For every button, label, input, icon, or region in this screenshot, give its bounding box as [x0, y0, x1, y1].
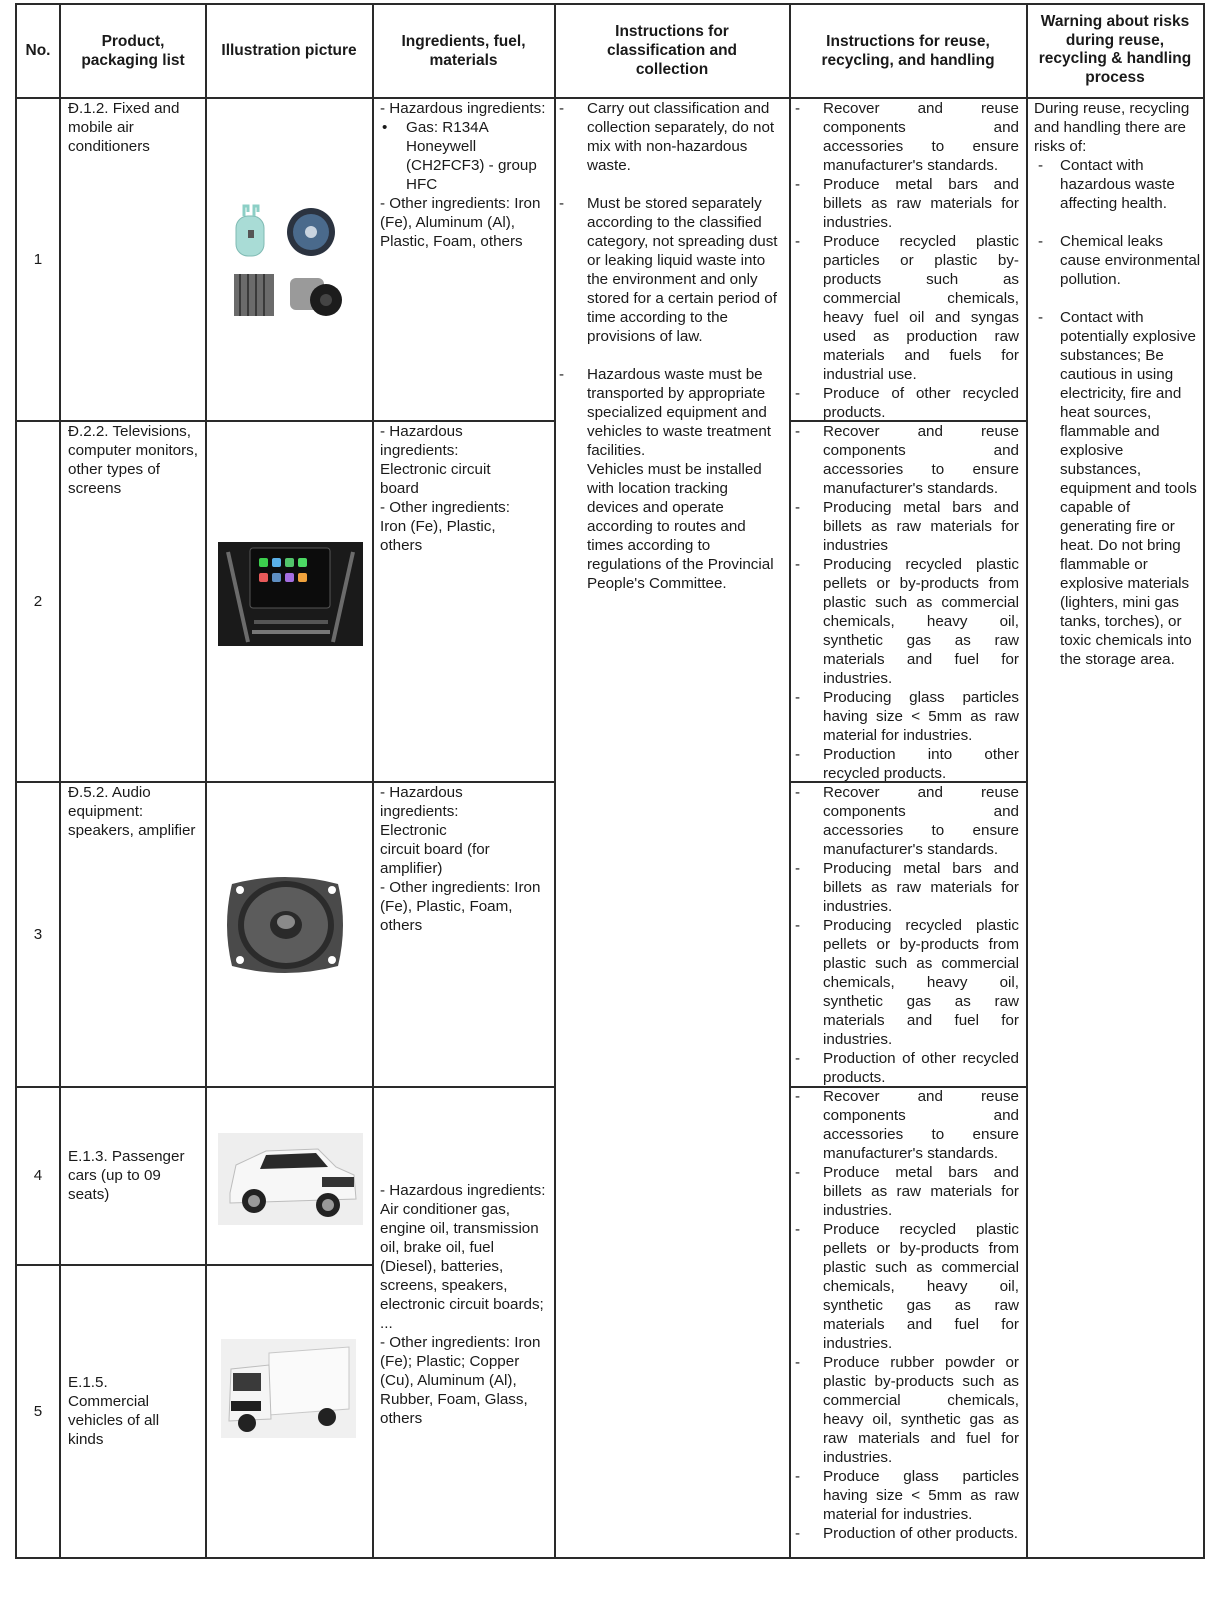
warning-item: - Contact with hazardous waste affecting health.: [1034, 156, 1202, 213]
col-border-2: [205, 3, 207, 1559]
reuse-item: - Produce metal bars and billets as raw materials for industries.: [791, 1163, 1019, 1220]
row-2-ingredients: - Hazardous ingredients: Electronic circuit board - Other ingredients: Iron (Fe), Plastic, others: [380, 423, 510, 554]
reuse-item: - Produce recycled plastic pellets or by-products from plastic such as commercial chemicals, heavy oil, synthetic gas as raw materials and fuel for industries.: [791, 1220, 1019, 1353]
reuse-item: - Produce rubber powder or plastic by-products such as commercial chemicals, heavy oil, synthetic gas as raw materials and fuel for industries.: [791, 1353, 1019, 1467]
ingredient-bullet: • Gas: R134A Honeywell (CH2FCF3) - group HFC: [380, 118, 552, 194]
col-border-7: [1203, 3, 1205, 1559]
box-truck-image: [221, 1339, 356, 1438]
air-conditioner-parts-image: [228, 200, 352, 325]
reuse-item: - Produce of other recycled products.: [791, 384, 1019, 422]
reuse-item: - Producing metal bars and billets as raw materials for industries.: [791, 859, 1019, 916]
speaker-image: [220, 872, 350, 978]
row-3-reuse: [791, 783, 1023, 1087]
header-classification: Instructions for classification and collection: [606, 23, 738, 78]
reuse-item: - Recover and reuse components and accessories to ensure manufacturer's standards.: [791, 99, 1019, 175]
header-no: No.: [25, 42, 51, 59]
vehicles-reuse: [791, 1087, 1023, 1543]
row-2-no: 2: [33, 592, 43, 610]
header-illustration: Illustration picture: [221, 42, 357, 59]
reuse-item: - Produce metal bars and billets as raw materials for industries.: [791, 175, 1019, 232]
row-3-no: 3: [33, 925, 43, 943]
classification-item: - Carry out classification and collection separately, do not mix with non-hazardous waste.: [555, 99, 783, 175]
col-border-6: [1026, 3, 1028, 1559]
reuse-item: - Producing metal bars and billets as raw materials for industries: [791, 498, 1019, 555]
reuse-item: - Produce recycled plastic particles or plastic by-products such as commercial chemicals, heavy fuel oil and syngas used as production raw materials and fuels for industrial use.: [791, 232, 1019, 384]
reuse-item: - Production of other products.: [791, 1524, 1019, 1543]
vehicles-ingredients: - Hazardous ingredients: Air conditioner gas, engine oil, transmission oil, brake oil, fuel (Diesel), batteries, screens, speakers, electronic circuit boards; ... - Other ingredients: Iron (Fe); Plastic; Copper (Cu), Aluminum (Al), Rubber, Foam, Glass, others: [380, 1182, 546, 1427]
reuse-item: - Produce glass particles having size < 5mm as raw material for industries.: [791, 1467, 1019, 1524]
row-4-product: E.1.3. Passenger cars (up to 09 seats): [68, 1148, 185, 1203]
row-1-no: 1: [33, 250, 43, 268]
reuse-item: - Producing recycled plastic pellets or by-products from plastic such as commercial chemicals, heavy oil, synthetic gas as raw materials and fuel for industries.: [791, 555, 1019, 688]
reuse-item: - Producing recycled plastic pellets or by-products from plastic such as commercial chemicals, heavy oil, synthetic gas as raw materials and fuel for industries.: [791, 916, 1019, 1049]
col-border-3: [372, 3, 374, 1559]
reuse-item: - Recover and reuse components and accessories to ensure manufacturer's standards.: [791, 422, 1019, 498]
row-2-product: Đ.2.2. Televisions, computer monitors, other types of screens: [68, 423, 198, 497]
row-5-product: E.1.5. Commercial vehicles of all kinds: [68, 1374, 160, 1448]
reuse-item: - Recover and reuse components and accessories to ensure manufacturer's standards.: [791, 1087, 1019, 1163]
reuse-item: - Producing glass particles having size < 5mm as raw material for industries.: [791, 688, 1019, 745]
row-3-product: Đ.5.2. Audio equipment: speakers, amplifier: [68, 784, 196, 839]
row-3-ingredients: - Hazardous ingredients: Electronic circuit board (for amplifier) - Other ingredients: Iron (Fe), Plastic, Foam, others: [380, 784, 541, 934]
warning-item: - Contact with potentially explosive substances; Be cautious in using electricity, fire and heat sources, flammable and explosive substances, equipment and tools capable of generating fire or heat. Do not bring flammable or explosive materials (lighters, mini gas tanks, torches), or toxic chemicals into the storage area.: [1034, 308, 1202, 669]
row-4-no: 4: [33, 1167, 43, 1184]
header-product: Product, packaging list: [81, 32, 185, 69]
classification-item: - Must be stored separately according to the classified category, not spreading dust or leaking liquid waste into the environment and only stored for a certain period of time according to the provisions of law.: [555, 194, 783, 346]
header-reuse: Instructions for reuse, recycling, and handling: [821, 32, 995, 69]
suv-car-image: [218, 1133, 363, 1225]
warning-item: - Chemical leaks cause environmental pollution.: [1034, 232, 1202, 289]
warning-risks: During reuse, recycling and handling there are risks of: - Contact with hazardous waste affecting health. - Chemical leaks cause environmental pollution. - Contact with potentially explosive substances; Be cautious in using electricity, fire and heat sources, flammable and explosive substances, equipment and tools capable of generating fire or heat. Do not bring flammable or explosive materials (lighters, mini gas tanks, torches), or toxic chemicals into the storage area.: [1034, 99, 1202, 669]
row-1-reuse: [791, 99, 1023, 422]
reuse-item: - Production into other recycled products.: [791, 745, 1019, 783]
row-1-product: Đ.1.2. Fixed and mobile air conditioners: [68, 100, 180, 155]
header-warning: Warning about risks during reuse, recycling & handling process: [1038, 13, 1192, 86]
header-ingredients: Ingredients, fuel, materials: [401, 32, 526, 69]
reuse-item: - Recover and reuse components and accessories to ensure manufacturer's standards.: [791, 783, 1019, 859]
row-5-no: 5: [33, 1402, 43, 1420]
classification-instructions: [555, 99, 787, 593]
row-1-ingredients: - Hazardous ingredients: • Gas: R134A Honeywell (CH2FCF3) - group HFC - Other ingredients: Iron (Fe), Aluminum (Al), Plastic, Foam, others: [380, 99, 552, 251]
row-2-reuse: [791, 422, 1023, 783]
reuse-item: - Production of other recycled products.: [791, 1049, 1019, 1087]
classification-item: - Hazardous waste must be transported by appropriate specialized equipment and vehicles to waste treatment facilities. Vehicles must be installed with location tracking devices and operate according to routes and times according to regulations of the Provincial People's Committee.: [555, 365, 783, 593]
car-infotainment-screen-image: [218, 542, 363, 646]
